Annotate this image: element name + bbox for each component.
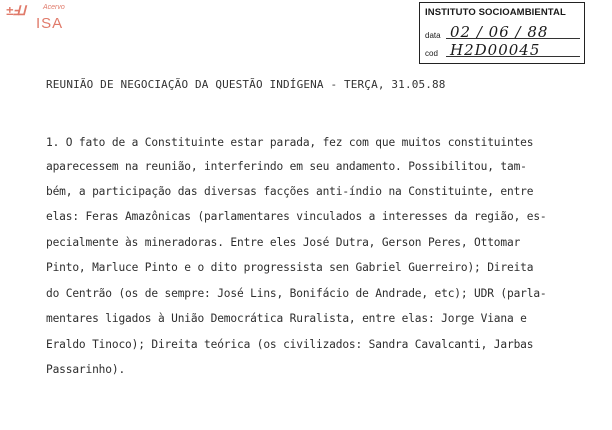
archive-stamp <box>419 2 585 64</box>
paragraph-line: Pinto, Marluce Pinto e o dito progressista sen Gabriel Guerreiro); Direita <box>46 261 534 274</box>
paragraph-line: 1. O fato de a Constituinte estar parada, fez com que muitos constituintes <box>46 136 534 149</box>
paragraph-line: pecialmente às mineradoras. Entre eles José Dutra, Gerson Peres, Ottomar <box>46 236 521 249</box>
stamp-title: INSTITUTO SOCIOAMBIENTAL <box>425 7 566 18</box>
paragraph-line: mentares ligados à União Democrática Ruralista, entre elas: Jorge Viana e <box>46 312 527 325</box>
isa-archive-logo <box>6 3 76 33</box>
stamp-cod-row <box>424 43 580 59</box>
logo-acervo-label: Acervo <box>43 4 65 11</box>
logo-glyph: ±Ⅎ⅃ <box>6 3 25 18</box>
paragraph-line: bém, a participação das diversas facções anti-índio na Constituinte, entre <box>46 185 534 198</box>
stamp-date-label: data <box>425 31 441 40</box>
logo-isa-label: ISA <box>36 15 64 32</box>
stamp-date-row <box>424 25 580 41</box>
stamp-date-value: 02 / 06 / 88 <box>450 23 549 41</box>
paragraph-line: elas: Feras Amazônicas (parlamentares vinculados a interesses da região, es- <box>46 210 547 223</box>
stamp-cod-value: H2D00045 <box>450 41 541 59</box>
paragraph-line: Passarinho). <box>46 363 126 376</box>
paragraph-line: do Centrão (os de sempre: José Lins, Bonifácio de Andrade, etc); UDR (parla- <box>46 287 547 300</box>
paragraph-line: Eraldo Tinoco); Direita teórica (os civilizados: Sandra Cavalcanti, Jarbas <box>46 338 534 351</box>
document-heading: REUNIÃO DE NEGOCIAÇÃO DA QUESTÃO INDÍGENA - TERÇA, 31.05.88 <box>46 78 446 91</box>
paragraph-line: aparecessem na reunião, interferindo em seu andamento. Possibilitou, tam- <box>46 160 527 173</box>
stamp-cod-label: cod <box>425 49 438 58</box>
